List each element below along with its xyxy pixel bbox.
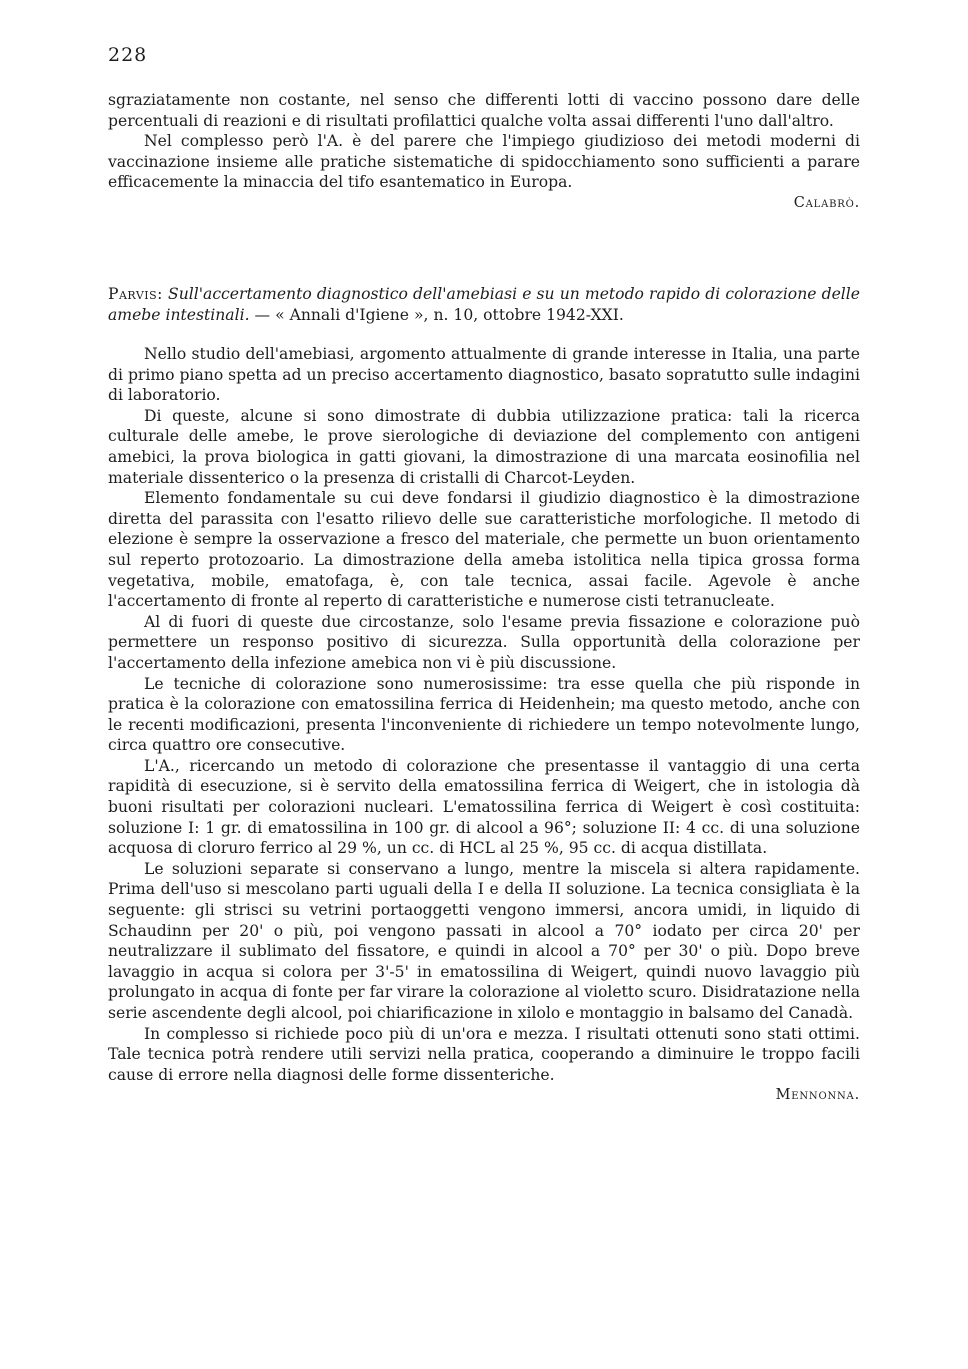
paragraph: Al di fuori di queste due circostanze, solo l'esame previa fissazione e colorazione può permettere un responso positivo di sicurezza. Sulla opportunità della colorazione per l'accertamento della infezione amebica non vi è più discussione. <box>108 612 860 672</box>
review-heading <box>108 284 860 325</box>
review-author: Parvis: <box>108 285 163 303</box>
paragraph: Elemento fondamentale su cui deve fondarsi il giudizio diagnostico è la dimostrazione diretta del parassita con l'esatto rilievo delle sue caratteristiche morfologiche. Il metodo di elezione è sempre la osservazione a fresco del materiale, che permette un buon orientamento sul reperto protozoario. La dimostrazione della ameba istolitica nella tipica grossa forma vegetativa, mobile, ematofaga, è, con tale tecnica, assai facile. Agevole è anche l'accertamento di fronte al reperto di caratteristiche e numerose cisti tetranucleate. <box>108 489 860 611</box>
reviewer-signature: Calabrò. <box>793 194 860 211</box>
review-title: Sull'accertamento diagnostico dell'amebiasi e su un metodo rapido di colorazione delle amebe intestinali. <box>108 285 860 324</box>
paragraph: In complesso si richiede poco più di un'ora e mezza. I risultati ottenuti sono stati ottimi. Tale tecnica potrà rendere utili servizi nella pratica, cooperando a diminuire le troppo facili cause di errore nella diagnosi delle forme dissenteriche. <box>108 1024 860 1084</box>
paragraph: Le tecniche di colorazione sono numerosissime: tra esse quella che più risponde in pratica è la colorazione con ematossilina ferrica di Heidenhein; ma questo metodo, anche con le recenti modificazioni, presenta l'inconveniente di richiedere un tempo notevolmente lungo, circa quattro ore consecutive. <box>108 674 860 755</box>
reviewer-signature: Mennonna. <box>775 1087 860 1104</box>
paragraph: sgraziatamente non costante, nel senso che differenti lotti di vaccino possono dare delle percentuali di reazioni e di risultati profilattici qualche volta assai differenti l'uno dall'altro. <box>108 91 860 130</box>
paragraph: Le soluzioni separate si conservano a lungo, mentre la miscela si altera rapidamente. Prima dell'uso si mescolano parti uguali della I e della II soluzione. La tecnica consigliata è la seguente: gli strisci su vetrini portaoggetti vengono immersi, ancora umidi, in liquido di Schaudinn per 20' o più, poi vengono passati in alcool a 70° iodato per circa 20' per neutralizzare il sublimato del fissatore, e quindi in alcool a 70° per 30' o più. Dopo breve lavaggio in acqua si colora per 3'-5' in ematossilina di Weigert, quindi nuovo lavaggio più prolungato in acqua di fonte per far virare la colorazione al violetto scuro. Disidratazione nella serie ascendente degli alcool, poi chiarificazione in xilolo e montaggio in balsamo del Canadà. <box>108 859 860 1022</box>
page-number: 228 <box>108 44 148 66</box>
paragraph: Nel complesso però l'A. è del parere che l'impiego giudizioso dei metodi moderni di vaccinazione insieme alle pratiche sistematiche di spidocchiamento sono sufficienti a parare efficacemente la minaccia del tifo esantematico in Europa. <box>108 132 860 192</box>
review-heading-block <box>108 284 860 325</box>
review-citation: — « Annali d'Igiene », n. 10, ottobre 1942-XXI. <box>254 305 624 324</box>
paragraph: Di queste, alcune si sono dimostrate di dubbia utilizzazione pratica: tali la ricerca culturale delle amebe, le prove sierologiche di deviazione del complemento con antigeni amebici, la prova biologica in gatti giovani, la dimostrazione di una marcata eosinofilia nel materiale dissenterico o la presenza di cristalli di Charcot-Leyden. <box>108 406 860 487</box>
paragraph: L'A., ricercando un metodo di colorazione che presentasse il vantaggio di una certa rapidità di esecuzione, si è servito della ematossilina ferrica di Weigert, che in istologia dà buoni risultati per colorazioni nucleari. L'ematossilina ferrica di Weigert è così costituita: soluzione I: 1 gr. di ematossilina in 100 gr. di alcool a 96°; soluzione II: 4 cc. di una soluzione acquosa di cloruro ferrico al 29 %, un cc. di HCL al 25 %, 95 cc. di acqua distillata. <box>108 756 860 858</box>
review-body <box>108 344 860 1106</box>
previous-review-ending <box>108 90 860 214</box>
paragraph: Nello studio dell'amebiasi, argomento attualmente di grande interesse in Italia, una parte di primo piano spetta ad un preciso accertamento diagnostico, basato sopratutto sulle indagini di laboratorio. <box>108 345 860 405</box>
